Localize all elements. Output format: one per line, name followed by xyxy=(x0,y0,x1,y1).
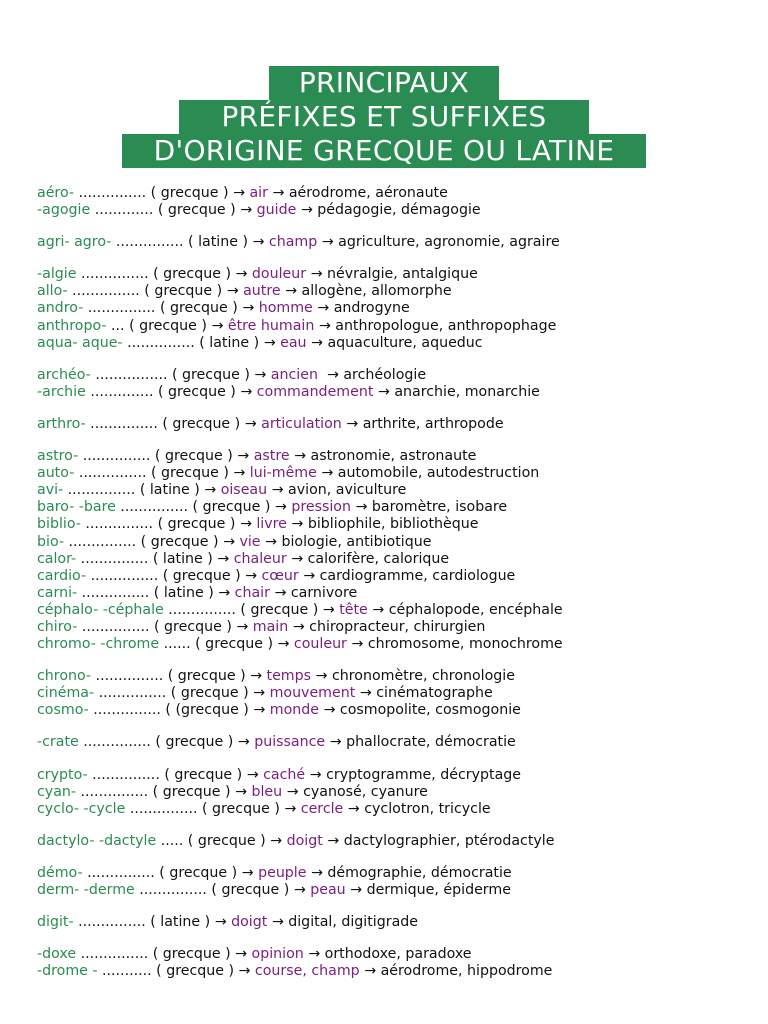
affix-meaning: main xyxy=(252,618,289,635)
affix-entry xyxy=(37,865,757,882)
affix-arrow: → xyxy=(345,882,367,898)
affix-prefix: archéo- xyxy=(37,366,91,383)
affix-examples: orthodoxe, paradoxe xyxy=(324,946,472,963)
affix-examples: astronomie, astronaute xyxy=(310,448,477,465)
affix-meaning: commandement xyxy=(256,383,374,400)
affix-arrow: → xyxy=(311,668,332,685)
affix-origin: ............... ( grecque ) → xyxy=(67,283,244,300)
affix-origin: ............... ( grecque ) → xyxy=(87,766,264,783)
affix-arrow: → xyxy=(282,783,304,800)
affix-meaning: pression xyxy=(291,499,351,516)
affix-prefix: auto- xyxy=(37,465,75,482)
affix-examples: anarchie, monarchie xyxy=(394,383,540,400)
affix-examples: aérodrome, hippodrome xyxy=(380,963,553,980)
affix-arrow: → xyxy=(367,601,389,618)
affix-prefix: astro- xyxy=(37,448,79,465)
affix-prefix: anthropo- xyxy=(37,317,107,334)
affix-entry xyxy=(37,516,757,533)
affix-examples: chiropracteur, chirurgien xyxy=(309,618,486,635)
affix-examples: chromosome, monochrome xyxy=(367,636,563,653)
affix-entry xyxy=(37,335,757,352)
affix-arrow: → xyxy=(260,533,282,550)
affix-meaning: eau xyxy=(280,334,307,351)
title-line-2: PRÉFIXES ET SUFFIXES xyxy=(179,100,588,134)
affix-meaning: oiseau xyxy=(220,482,268,499)
affix-arrow: → xyxy=(341,415,363,432)
affix-arrow: → xyxy=(318,702,340,719)
affix-examples: carnivore xyxy=(290,584,358,601)
affix-examples: arthrite, arthropode xyxy=(362,415,504,432)
affix-meaning: peau xyxy=(310,882,346,898)
affix-entry xyxy=(37,585,757,602)
affix-arrow: → xyxy=(286,550,308,567)
affix-entry xyxy=(37,946,757,963)
affix-examples: automobile, autodestruction xyxy=(337,465,540,482)
affix-prefix: carni- xyxy=(37,584,78,601)
affix-prefix: agri- agro- xyxy=(37,234,112,251)
affix-prefix: biblio- xyxy=(37,516,81,533)
affix-prefix: -doxe xyxy=(37,946,77,963)
affix-examples: cryptogramme, décryptage xyxy=(326,766,522,783)
affix-examples: aquaculture, aqueduc xyxy=(327,334,483,351)
affix-examples: calorifère, calorique xyxy=(307,550,450,567)
affix-meaning: autre xyxy=(243,283,281,300)
affix-meaning: couleur xyxy=(293,636,347,653)
affix-origin: ............... ( grecque ) → xyxy=(115,499,292,516)
affix-prefix: crypto- xyxy=(37,766,88,783)
affix-list xyxy=(37,185,757,995)
affix-arrow: → xyxy=(267,914,289,931)
affix-origin: ............... ( (grecque ) → xyxy=(88,702,270,719)
affix-group xyxy=(37,185,757,219)
affix-prefix: chromo- -chrome xyxy=(37,636,160,653)
affix-origin: ............... ( latine ) → xyxy=(76,550,234,567)
affix-group xyxy=(37,367,757,401)
affix-origin: ............... ( grecque ) → xyxy=(74,465,250,482)
affix-origin: ............... ( latine ) → xyxy=(77,584,235,601)
affix-prefix: arthro- xyxy=(37,415,86,432)
affix-entry xyxy=(37,384,757,401)
affix-examples: anthropologue, anthropophage xyxy=(335,317,557,334)
affix-examples: phallocrate, démocratie xyxy=(346,734,516,751)
affix-meaning: chaleur xyxy=(233,550,287,567)
affix-origin: ............... ( latine ) → xyxy=(122,334,281,351)
affix-examples: avion, aviculture xyxy=(288,482,407,499)
affix-entry xyxy=(37,963,757,980)
affix-group xyxy=(37,668,757,719)
affix-arrow: → xyxy=(373,383,395,400)
affix-arrow: → xyxy=(314,317,336,334)
affix-origin: ............... ( grecque ) → xyxy=(86,567,262,584)
affix-entry xyxy=(37,801,757,818)
affix-prefix: cosmo- xyxy=(37,702,89,719)
affix-entry xyxy=(37,482,757,499)
affix-entry xyxy=(37,568,757,585)
affix-prefix: -crate xyxy=(37,734,79,751)
affix-origin: ............... ( grecque ) → xyxy=(134,882,311,898)
affix-prefix: cyclo- -cycle xyxy=(37,800,126,817)
affix-origin: ............... ( grecque ) → xyxy=(80,516,257,533)
affix-meaning: douleur xyxy=(251,266,307,283)
affix-entry xyxy=(37,636,757,653)
affix-prefix: derm- -derme xyxy=(37,882,135,898)
affix-prefix: -algie xyxy=(37,266,77,283)
affix-arrow: → xyxy=(317,234,339,251)
affix-origin: ............... ( grecque ) → xyxy=(91,668,267,685)
title-block xyxy=(0,66,768,168)
affix-examples: cinématographe xyxy=(376,685,493,702)
affix-examples: digital, digitigrade xyxy=(288,914,419,931)
affix-origin: ...... ( grecque ) → xyxy=(159,636,294,653)
affix-group xyxy=(37,234,757,251)
affix-examples: cyanosé, cyanure xyxy=(303,783,428,800)
affix-entry xyxy=(37,534,757,551)
affix-examples: cosmopolite, cosmogonie xyxy=(339,702,521,719)
affix-arrow: → xyxy=(306,334,328,351)
affix-meaning: livre xyxy=(256,516,287,533)
affix-meaning: être humain xyxy=(227,317,315,334)
affix-arrow: → xyxy=(298,567,320,584)
affix-prefix: avi- xyxy=(37,482,64,499)
affix-origin: ................ ( grecque ) → xyxy=(90,366,271,383)
affix-origin: ............. ( grecque ) → xyxy=(90,202,257,219)
affix-arrow: → xyxy=(306,266,327,283)
affix-group xyxy=(37,734,757,751)
affix-prefix: bio- xyxy=(37,533,65,550)
affix-entry xyxy=(37,499,757,516)
affix-group xyxy=(37,946,757,980)
affix-arrow: → xyxy=(289,448,311,465)
affix-examples: cyclotron, tricycle xyxy=(364,800,491,817)
affix-entry xyxy=(37,668,757,685)
affix-meaning: champ xyxy=(268,234,318,251)
affix-group xyxy=(37,416,757,433)
affix-entry xyxy=(37,551,757,568)
affix-arrow: → xyxy=(325,734,347,751)
affix-origin: ............... ( grecque ) → xyxy=(76,783,252,800)
affix-entry xyxy=(37,300,757,317)
affix-group xyxy=(37,865,757,899)
affix-arrow: → xyxy=(267,185,289,201)
affix-examples: céphalopode, encéphale xyxy=(388,601,563,618)
affix-examples: démographie, démocratie xyxy=(327,864,512,881)
affix-group xyxy=(37,914,757,931)
affix-origin: ............... ( latine ) → xyxy=(111,234,269,251)
affix-arrow: → xyxy=(280,283,302,300)
affix-group xyxy=(37,767,757,818)
affix-meaning: temps xyxy=(266,668,312,685)
affix-meaning: guide xyxy=(256,202,297,219)
affix-examples: cardiogramme, cardiologue xyxy=(319,567,516,584)
affix-entry xyxy=(37,833,757,850)
affix-origin: ............... ( grecque ) → xyxy=(82,864,259,881)
affix-examples: bibliophile, bibliothèque xyxy=(307,516,479,533)
affix-prefix: andro- xyxy=(37,300,84,317)
affix-examples: névralgie, antalgique xyxy=(327,266,478,283)
affix-prefix: aéro- xyxy=(37,185,75,201)
affix-entry xyxy=(37,283,757,300)
affix-examples: pédagogie, démagogie xyxy=(317,202,481,219)
affix-meaning: bleu xyxy=(251,783,283,800)
affix-prefix: baro- -bare xyxy=(37,499,116,516)
affix-prefix: céphalo- -céphale xyxy=(37,601,164,618)
affix-entry xyxy=(37,318,757,335)
affix-arrow: → xyxy=(312,300,334,317)
affix-origin: ............... ( grecque ) → xyxy=(76,266,252,283)
affix-entry xyxy=(37,619,757,636)
affix-entry xyxy=(37,234,757,251)
affix-arrow: → xyxy=(316,465,338,482)
affix-examples: chronomètre, chronologie xyxy=(331,668,515,685)
affix-prefix: digit- xyxy=(37,914,74,931)
affix-arrow: → xyxy=(350,499,372,516)
affix-examples: baromètre, isobare xyxy=(371,499,508,516)
affix-meaning: cœur xyxy=(261,567,299,584)
affix-examples: androgyne xyxy=(333,300,410,317)
affix-entry xyxy=(37,185,757,202)
affix-origin: ............... ( grecque ) → xyxy=(77,618,253,635)
affix-meaning: astre xyxy=(253,448,290,465)
affix-entry xyxy=(37,416,757,433)
affix-arrow: → xyxy=(269,584,291,601)
affix-arrow: → xyxy=(306,864,328,881)
affix-origin: ............... ( grecque ) → xyxy=(163,601,340,618)
affix-prefix: cinéma- xyxy=(37,685,95,702)
affix-origin: ............... ( latine ) → xyxy=(73,914,232,931)
title-line-3: D'ORIGINE GRECQUE OU LATINE xyxy=(122,134,647,168)
affix-origin: ............... ( grecque ) → xyxy=(76,946,252,963)
affix-prefix: chrono- xyxy=(37,668,92,685)
affix-meaning: puissance xyxy=(254,734,326,751)
affix-entry xyxy=(37,266,757,283)
affix-origin: ............... ( grecque ) → xyxy=(83,300,259,317)
affix-origin: ........... ( grecque ) → xyxy=(97,963,255,980)
affix-origin: ............... ( grecque ) → xyxy=(74,185,250,201)
affix-arrow: → xyxy=(288,618,310,635)
affix-meaning: tête xyxy=(339,601,368,618)
affix-group xyxy=(37,266,757,351)
affix-examples: dermique, épiderme xyxy=(366,882,511,898)
affix-prefix: -drome - xyxy=(37,963,98,980)
affix-arrow: → xyxy=(317,366,344,383)
affix-origin: ............... ( grecque ) → xyxy=(78,734,255,751)
affix-prefix: -agogie xyxy=(37,202,91,219)
affix-prefix: cardio- xyxy=(37,567,87,584)
affix-prefix: allo- xyxy=(37,283,68,300)
affix-meaning: peuple xyxy=(258,864,307,881)
affix-meaning: ancien xyxy=(270,366,318,383)
affix-entry xyxy=(37,734,757,751)
affix-entry xyxy=(37,602,757,619)
affix-meaning: lui-même xyxy=(249,465,317,482)
affix-arrow: → xyxy=(359,963,381,980)
affix-arrow: → xyxy=(303,946,325,963)
affix-meaning: doigt xyxy=(231,914,268,931)
affix-origin: ............... ( grecque ) → xyxy=(85,415,262,432)
affix-origin: ............... ( grecque ) → xyxy=(94,685,270,702)
affix-arrow: → xyxy=(296,202,318,219)
affix-prefix: aqua- aque- xyxy=(37,334,123,351)
affix-origin: ............... ( grecque ) → xyxy=(125,800,301,817)
affix-origin: .............. ( grecque ) → xyxy=(85,383,257,400)
affix-origin: ............... ( grecque ) → xyxy=(78,448,254,465)
affix-prefix: démo- xyxy=(37,864,83,881)
affix-arrow: → xyxy=(286,516,308,533)
affix-prefix: -archie xyxy=(37,383,86,400)
affix-arrow: → xyxy=(305,766,327,783)
title-line-1: PRINCIPAUX xyxy=(269,66,499,100)
affix-meaning: air xyxy=(249,185,268,201)
affix-meaning: mouvement xyxy=(269,685,356,702)
affix-entry xyxy=(37,784,757,801)
affix-entry xyxy=(37,448,757,465)
affix-examples: aérodrome, aéronaute xyxy=(288,185,448,201)
affix-entry xyxy=(37,685,757,702)
affix-entry xyxy=(37,882,757,899)
affix-meaning: chair xyxy=(234,584,270,601)
affix-group xyxy=(37,833,757,850)
affix-examples: dactylographier, ptérodactyle xyxy=(343,832,555,849)
affix-examples: biologie, antibiotique xyxy=(281,533,432,550)
affix-entry xyxy=(37,465,757,482)
affix-origin: ... ( grecque ) → xyxy=(106,317,228,334)
affix-meaning: homme xyxy=(258,300,313,317)
affix-examples: agriculture, agronomie, agraire xyxy=(338,234,560,251)
affix-meaning: vie xyxy=(239,533,261,550)
affix-meaning: monde xyxy=(269,702,319,719)
affix-arrow: → xyxy=(322,832,344,849)
affix-group xyxy=(37,448,757,653)
affix-prefix: chiro- xyxy=(37,618,78,635)
affix-meaning: caché xyxy=(263,766,306,783)
affix-meaning: cercle xyxy=(300,800,344,817)
affix-entry xyxy=(37,914,757,931)
affix-meaning: articulation xyxy=(261,415,342,432)
affix-entry xyxy=(37,767,757,784)
affix-arrow: → xyxy=(343,800,365,817)
affix-arrow: → xyxy=(346,636,368,653)
affix-entry xyxy=(37,367,757,384)
affix-origin: ..... ( grecque ) → xyxy=(156,832,287,849)
affix-origin: ............... ( latine ) → xyxy=(63,482,221,499)
affix-prefix: calor- xyxy=(37,550,77,567)
affix-examples: allogène, allomorphe xyxy=(301,283,452,300)
affix-meaning: opinion xyxy=(251,946,304,963)
affix-arrow: → xyxy=(355,685,377,702)
affix-prefix: cyan- xyxy=(37,783,77,800)
affix-examples: archéologie xyxy=(343,366,427,383)
affix-entry xyxy=(37,202,757,219)
affix-origin: ............... ( grecque ) → xyxy=(64,533,240,550)
affix-entry xyxy=(37,702,757,719)
affix-prefix: dactylo- -dactyle xyxy=(37,832,157,849)
affix-meaning: course, champ xyxy=(254,963,360,980)
affix-arrow: → xyxy=(267,482,289,499)
affix-meaning: doigt xyxy=(286,832,323,849)
